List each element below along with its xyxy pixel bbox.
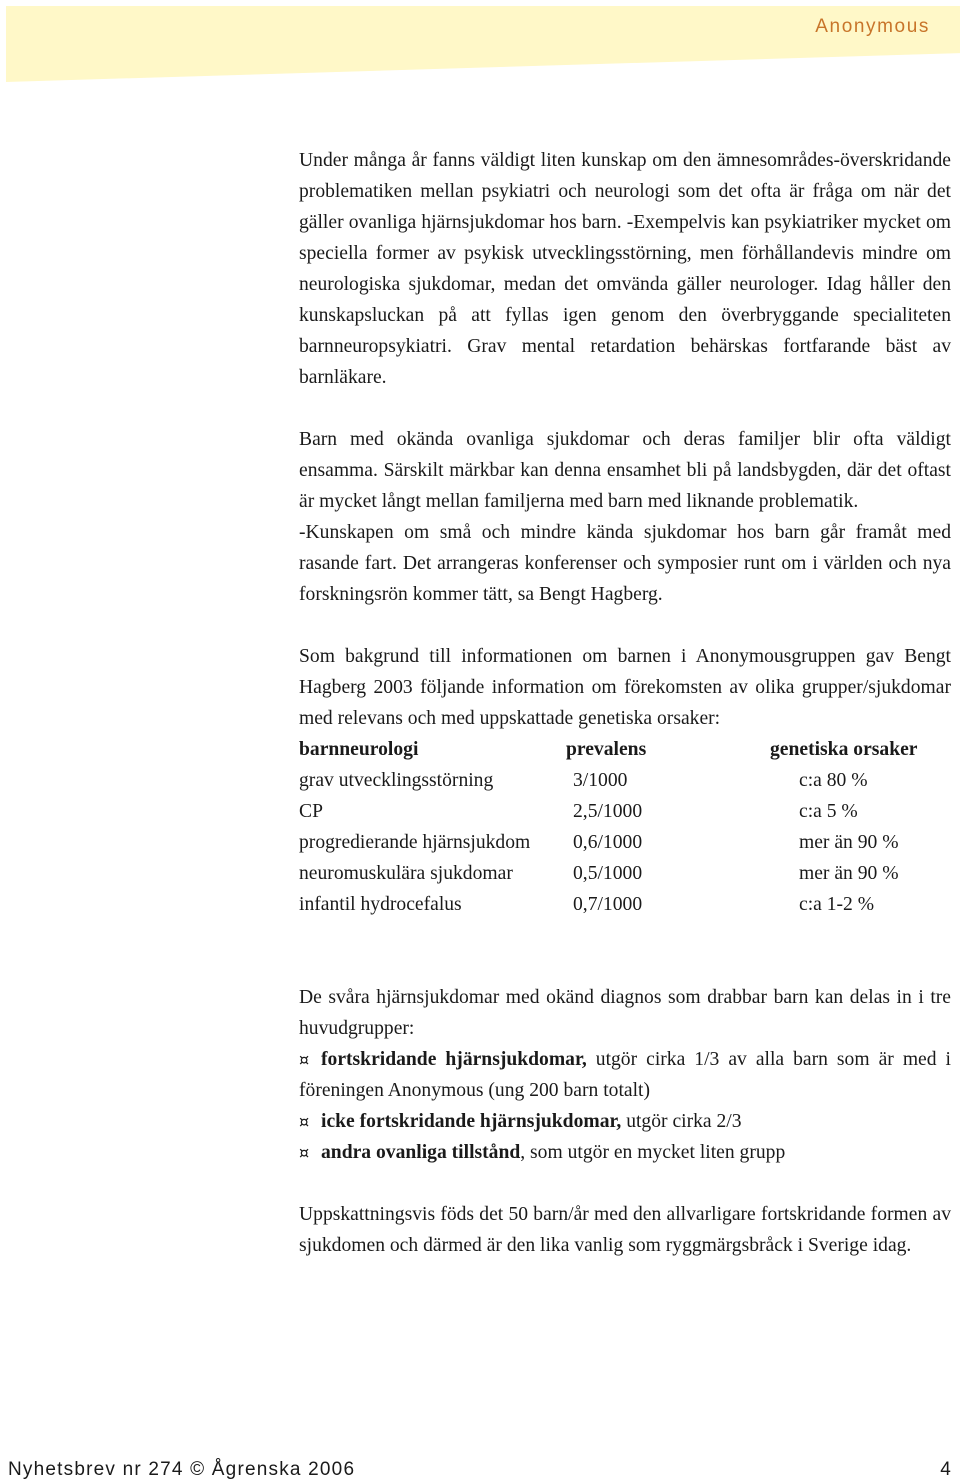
group-name: fortskridande hjärnsjukdomar, xyxy=(321,1049,587,1070)
table-cell-genetic-causes: c:a 1-2 % xyxy=(799,894,875,915)
bullet-icon: ¤ xyxy=(299,1143,310,1162)
publication-info: Nyhetsbrev nr 274 © Ågrenska 2006 xyxy=(8,1459,356,1480)
table-cell-prevalence: 0,6/1000 xyxy=(573,832,643,853)
group-name: icke fortskridande hjärnsjukdomar, xyxy=(321,1111,622,1132)
paragraph-groups-intro: De svåra hjärnsjukdomar med okänd diagnos som drabbar barn kan delas in i tre huvudgrupper: xyxy=(299,987,951,1039)
table-cell-diagnosis: neuromuskulära sjukdomar xyxy=(299,863,513,884)
table-row xyxy=(299,765,951,796)
paragraph-estimate: Uppskattningsvis föds det 50 barn/år med den allvarligare fortskridande formen av sjukdomen och därmed är den lika vanlig som ryggmärgsbråck i Sverige idag. xyxy=(299,1204,951,1256)
paragraph-background: Som bakgrund till informationen om barnen i Anonymousgruppen gav Bengt Hagberg 2003 följande information om förekomsten av olika grupper/sjukdomar med relevans och med uppskattade genetiska orsaker: xyxy=(299,646,951,729)
section-title: Anonymous xyxy=(815,16,930,37)
list-item xyxy=(299,1106,951,1137)
bullet-icon: ¤ xyxy=(299,1112,310,1131)
paragraph-knowledge-progress: -Kunskapen om små och mindre kända sjukdomar hos barn går framåt med rasande fart. Det arrangeras konferenser och symposier runt om i världen och nya forskningsrön kommer tätt, sa Bengt Hagberg. xyxy=(299,522,951,605)
table-cell-prevalence: 0,7/1000 xyxy=(573,894,643,915)
list-item xyxy=(299,1044,951,1106)
group-description: utgör cirka 1/3 av alla barn som är med i föreningen Anonymous (ung 200 barn totalt) xyxy=(299,1049,951,1101)
table-cell-genetic-causes: mer än 90 % xyxy=(799,832,899,853)
list-item xyxy=(299,1137,951,1168)
table-header-row xyxy=(299,734,951,765)
groups-list xyxy=(299,1044,951,1168)
table-row xyxy=(299,827,951,858)
table-cell-genetic-causes: c:a 5 % xyxy=(799,801,858,822)
table-cell-diagnosis: grav utvecklingsstörning xyxy=(299,770,494,791)
table-cell-diagnosis: progredierande hjärnsjukdom xyxy=(299,832,531,853)
table-cell-prevalence: 2,5/1000 xyxy=(573,801,643,822)
column-header-diagnosis: barnneurologi xyxy=(299,739,419,760)
table-cell-diagnosis: CP xyxy=(299,801,323,822)
group-description: utgör cirka 2/3 xyxy=(621,1111,742,1132)
paragraph-intro: Under många år fanns väldigt liten kunskap om den ämnesområdes-överskridande problematiken mellan psykiatri och neurologi som det ofta är fråga om när det gäller ovanliga hjärnsjukdomar hos barn. -Exempelvis kan psykiatriker mycket om speciella former av psykisk utvecklingsstörning, men förhållandevis mindre om neurologiska sjukdomar, medan det omvända gäller neurologer. Idag håller den kunskapsluckan på att fyllas igen genom den överbryggande specialiteten barnneuropsykiatri. Grav mental retardation behärskas fortfarande bäst av barnläkare. xyxy=(299,150,951,388)
bullet-icon: ¤ xyxy=(299,1050,310,1069)
page-number: 4 xyxy=(940,1459,952,1480)
table-cell-prevalence: 0,5/1000 xyxy=(573,863,643,884)
table-cell-genetic-causes: c:a 80 % xyxy=(799,770,868,791)
footer xyxy=(8,1459,952,1481)
column-header-prevalence: prevalens xyxy=(566,739,647,760)
table-cell-diagnosis: infantil hydrocefalus xyxy=(299,894,462,915)
paragraph-lonely-families: Barn med okända ovanliga sjukdomar och deras familjer blir ofta väldigt ensamma. Särskilt märkbar kan denna ensamhet bli på landsbygden, där det oftast är mycket långt mellan familjerna med barn med liknande problematik. xyxy=(299,429,951,512)
prevalence-table xyxy=(299,734,951,920)
table-row xyxy=(299,889,951,920)
table-row xyxy=(299,858,951,889)
column-header-genetic-causes: genetiska orsaker xyxy=(770,739,918,760)
table-cell-genetic-causes: mer än 90 % xyxy=(799,863,899,884)
article-body xyxy=(299,145,951,1261)
table-row xyxy=(299,796,951,827)
group-description: , som utgör en mycket liten grupp xyxy=(520,1142,786,1163)
table-cell-prevalence: 3/1000 xyxy=(573,770,628,791)
group-name: andra ovanliga tillstånd xyxy=(321,1142,521,1163)
